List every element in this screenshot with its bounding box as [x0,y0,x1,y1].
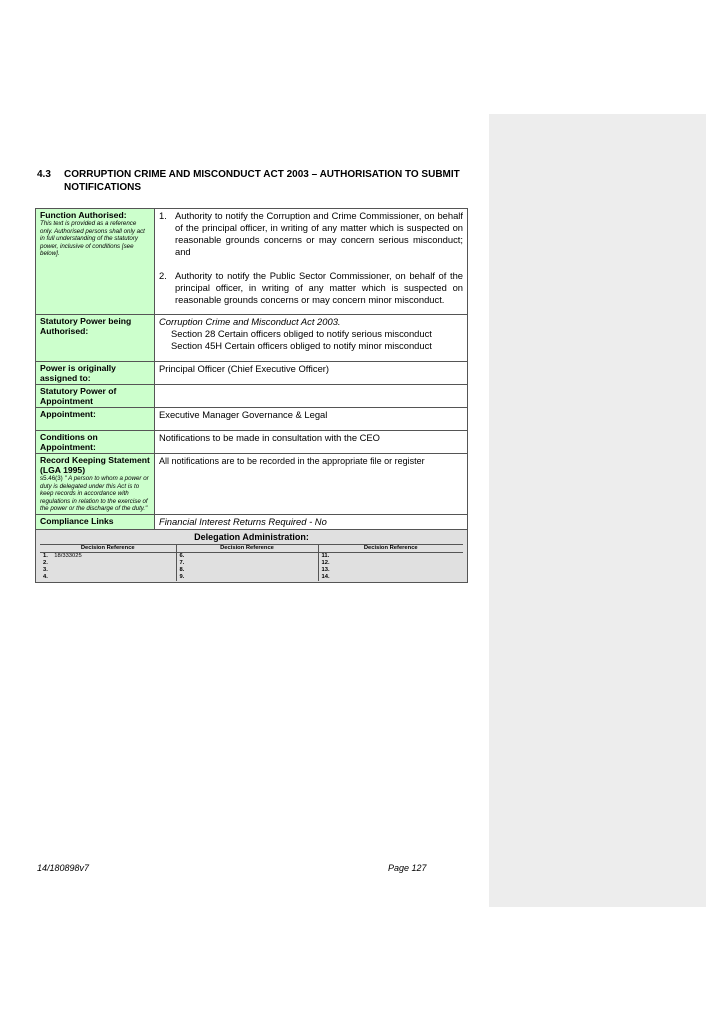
label-statutory-appointment: Statutory Power of Appointment [36,385,155,408]
column-header: Decision Reference [176,544,318,552]
section-28: Section 28 Certain officers obliged to notify serious misconduct [171,328,432,339]
row-conditions [36,431,468,454]
label-record-keeping: Record Keeping Statement (LGA 1995) [40,455,150,475]
table-row: 2. 7. 12. [40,560,463,567]
row-appointment [36,408,468,431]
list-item: 2. Authority to notify the Public Sector Commissioner, on behalf of the principal officer, in writing of any matter which is suspected on reasonable grounds concerns or may concern minor misconduct. [159,270,463,305]
value-statutory-appointment [155,385,468,408]
label-compliance: Compliance Links [36,514,155,529]
decision-reference-table [40,544,463,581]
authority-list [159,210,463,306]
value-appointment: Executive Manager Governance & Legal [155,408,468,431]
record-keeping-ref: s5.46(3) [40,475,63,482]
value-originally-assigned: Principal Officer (Chief Executive Officer) [155,362,468,385]
table-row: 1. 18/333025 6. 11. [40,552,463,560]
value-conditions: Notifications to be made in consultation with the CEO [155,431,468,454]
column-header: Decision Reference [318,544,463,552]
section-title: CORRUPTION CRIME AND MISCONDUCT ACT 2003 – AUTHORISATION TO SUBMIT NOTIFICATIONS [64,169,460,193]
row-function-authorised [36,209,468,315]
table-row: 3. 8. 13. [40,567,463,574]
row-compliance [36,514,468,529]
section-number: 4.3 [37,169,51,180]
section-45h: Section 45H Certain officers obliged to notify minor misconduct [171,340,432,351]
row-delegation-admin [36,529,468,582]
value-compliance: Financial Interest Returns Required - No [155,514,468,529]
record-keeping-quote: " A person to whom a power or duty is delegated under this Act is to keep records in accordance with regulations in relation to the exercise of the power or the discharge of the duty." [40,475,149,513]
list-item: 1. Authority to notify the Corruption and Crime Commissioner, on behalf of the principal officer, in writing of any matter which is suspected on reasonable grounds concerns or may concern serious misconduct; and [159,210,463,257]
delegation-admin-title: Delegation Administration: [194,531,309,542]
label-appointment: Appointment: [36,408,155,431]
label-conditions: Conditions on Appointment: [36,431,155,454]
row-statutory-power [36,315,468,362]
label-function-authorised: Function Authorised: [40,210,127,220]
comment-margin-panel [489,114,706,907]
row-originally-assigned [36,362,468,385]
label-originally-assigned: Power is originally assigned to: [36,362,155,385]
column-header: Decision Reference [40,544,176,552]
document-reference: 14/180898v7 [37,863,90,873]
label-statutory-power: Statutory Power being Authorised: [36,315,155,362]
row-statutory-appointment [36,385,468,408]
value-record-keeping: All notifications are to be recorded in the appropriate file or register [155,454,468,515]
delegation-table [35,208,468,583]
reference-note: This text is provided as a reference only. Authorised persons shall only act in full understanding of the statutory power, inclusive of conditions [see below]. [40,220,145,258]
page-number: Page 127 [388,863,427,873]
act-name: Corruption Crime and Misconduct Act 2003. [159,316,341,327]
row-record-keeping [36,454,468,515]
table-row: 4. 9. 14. [40,574,463,581]
